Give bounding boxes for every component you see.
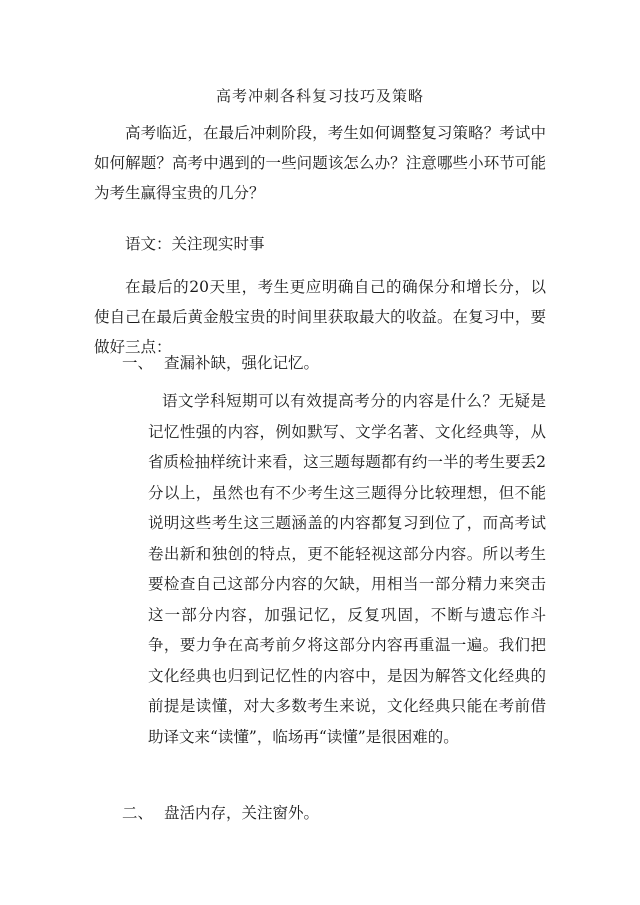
list-item-2-heading [122,801,422,825]
list-item-2-number: 二、 [122,804,154,822]
document-title: 高考冲刺各科复习技巧及策略 [215,87,424,105]
list-item-2-title: 盘活内存，关注窗外。 [164,804,320,822]
list-item-1-body: 语文学科短期可以有效提高考分的内容是什么？无疑是记忆性强的内容，例如默写、文学名著、文化经典等，从省质检抽样统计来看，这三题每题都有约一半的考生要丢2分以上，虽然也有不少考生这三题得分比较理想，但不能说明这些考生这三题涵盖的内容都复习到位了，而高考试卷出新和独创的特点，更不能轻视这部分内容。所以考生要检查自己这部分内容的欠缺，用相当一部分精力来突击这一部分内容，加强记忆，反复巩固，不断与遗忘作斗争，要力争在高考前夕将这部分内容再重温一遍。我们把文化经典也归到记忆性的内容中，是因为解答文化经典的前提是读懂，对大多数考生来说，文化经典只能在考前借助译文来“读懂”，临场再“读懂”是很困难的。 [148,392,546,746]
lead-paragraph: 在最后的20天里，考生更应明确自己的确保分和增长分，以使自己在最后黄金般宝贵的时间里获取最大的收益。在复习中，要做好三点： [94,278,546,356]
list-item-1-number: 一、 [122,354,154,372]
list-item-1-title: 查漏补缺，强化记忆。 [164,354,320,372]
list-item-1-heading [122,351,422,375]
intro-paragraph: 高考临近，在最后冲刺阶段，考生如何调整复习策略？考试中如何解题？高考中遇到的一些问题该怎么办？注意哪些小环节可能为考生赢得宝贵的几分？ [94,124,546,202]
section-label-chinese: 语文：关注现实时事 [125,235,265,253]
